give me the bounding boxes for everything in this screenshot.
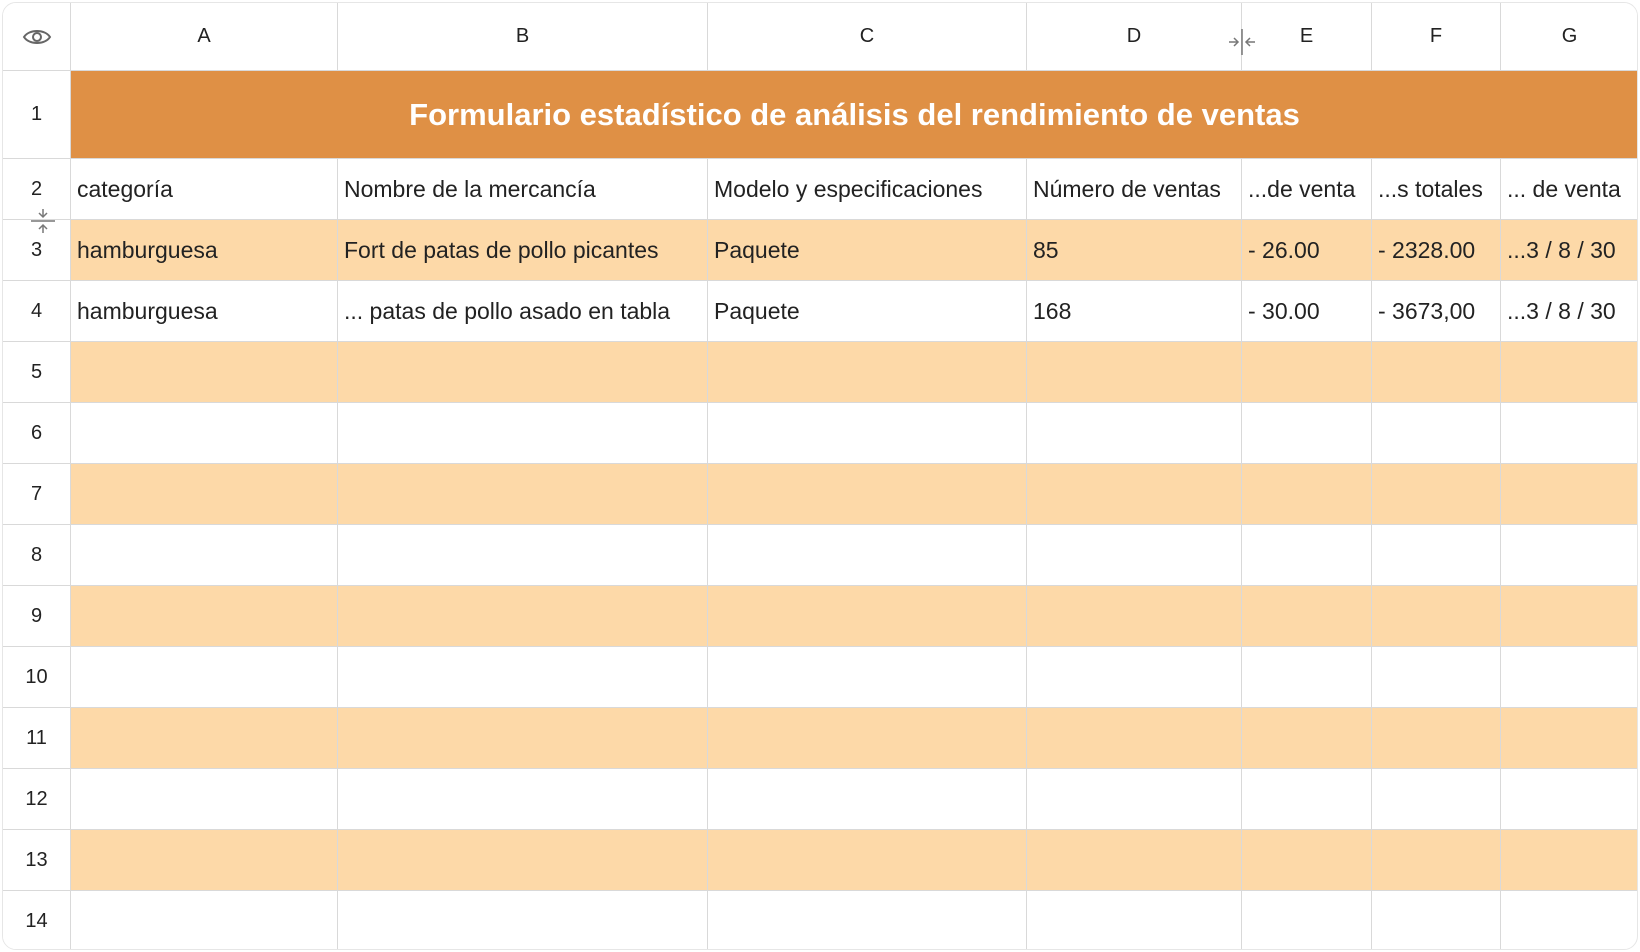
row-header-7[interactable]: 7	[3, 464, 71, 525]
header-cell-d[interactable]: Número de ventas	[1027, 159, 1242, 220]
empty-cell[interactable]	[708, 342, 1027, 403]
empty-cell[interactable]	[338, 647, 708, 708]
header-cell-e[interactable]: ...de venta	[1242, 159, 1372, 220]
empty-cell[interactable]	[1501, 464, 1638, 525]
row-header-8[interactable]: 8	[3, 525, 71, 586]
empty-cell[interactable]	[1501, 647, 1638, 708]
empty-cell[interactable]	[1501, 403, 1638, 464]
empty-cell[interactable]	[708, 403, 1027, 464]
cell-g4[interactable]: ...3 / 8 / 30	[1501, 281, 1638, 342]
empty-cell[interactable]	[338, 891, 708, 950]
empty-cell[interactable]	[338, 769, 708, 830]
column-header-a[interactable]: A	[71, 3, 338, 71]
empty-cell[interactable]	[1242, 586, 1372, 647]
row-header-3[interactable]: 3	[3, 220, 71, 281]
spreadsheet-grid	[3, 3, 1638, 950]
column-header-f[interactable]: F	[1372, 3, 1501, 71]
empty-cell[interactable]	[1027, 708, 1242, 769]
empty-cell[interactable]	[1027, 586, 1242, 647]
cell-a3[interactable]: hamburguesa	[71, 220, 338, 281]
empty-cell[interactable]	[71, 647, 338, 708]
empty-cell[interactable]	[708, 708, 1027, 769]
empty-cell[interactable]	[708, 769, 1027, 830]
header-cell-a[interactable]: categoría	[71, 159, 338, 220]
empty-cell[interactable]	[1242, 464, 1372, 525]
empty-cell[interactable]	[71, 769, 338, 830]
cell-e4[interactable]: - 30.00	[1242, 281, 1372, 342]
empty-cell[interactable]	[1242, 769, 1372, 830]
row-header-4[interactable]: 4	[3, 281, 71, 342]
empty-cell[interactable]	[708, 586, 1027, 647]
empty-cell[interactable]	[1242, 403, 1372, 464]
column-resize-icon[interactable]	[1227, 27, 1257, 57]
empty-cell[interactable]	[1372, 464, 1501, 525]
empty-cell[interactable]	[71, 342, 338, 403]
empty-cell[interactable]	[338, 342, 708, 403]
empty-cell[interactable]	[338, 525, 708, 586]
cell-b3[interactable]: Fort de patas de pollo picantes	[338, 220, 708, 281]
select-all-corner[interactable]	[3, 3, 71, 71]
header-cell-b[interactable]: Nombre de la mercancía	[338, 159, 708, 220]
empty-cell[interactable]	[71, 586, 338, 647]
empty-cell[interactable]	[708, 830, 1027, 891]
cell-a4[interactable]: hamburguesa	[71, 281, 338, 342]
header-cell-f[interactable]: ...s totales	[1372, 159, 1501, 220]
empty-cell[interactable]	[1027, 525, 1242, 586]
eye-icon[interactable]	[22, 27, 52, 47]
empty-cell[interactable]	[1501, 891, 1638, 950]
empty-cell[interactable]	[1242, 891, 1372, 950]
empty-cell[interactable]	[71, 830, 338, 891]
spreadsheet-frame	[2, 2, 1638, 950]
column-header-g[interactable]: G	[1501, 3, 1638, 71]
row-header-14[interactable]: 14	[3, 891, 71, 950]
empty-cell[interactable]	[338, 708, 708, 769]
row-header-2[interactable]: 2	[3, 159, 71, 220]
cell-b4[interactable]: ... patas de pollo asado en tabla	[338, 281, 708, 342]
empty-cell[interactable]	[71, 891, 338, 950]
empty-cell[interactable]	[708, 464, 1027, 525]
empty-cell[interactable]	[1027, 769, 1242, 830]
empty-cell[interactable]	[338, 403, 708, 464]
cell-g3[interactable]: ...3 / 8 / 30	[1501, 220, 1638, 281]
empty-cell[interactable]	[1501, 342, 1638, 403]
row-header-6[interactable]: 6	[3, 403, 71, 464]
row-header-1[interactable]: 1	[3, 71, 71, 159]
empty-cell[interactable]	[1027, 830, 1242, 891]
empty-cell[interactable]	[1242, 830, 1372, 891]
empty-cell[interactable]	[1372, 769, 1501, 830]
empty-cell[interactable]	[1372, 708, 1501, 769]
empty-cell[interactable]	[1372, 525, 1501, 586]
empty-cell[interactable]	[1501, 830, 1638, 891]
column-header-c[interactable]: C	[708, 3, 1027, 71]
empty-cell[interactable]	[1027, 891, 1242, 950]
empty-cell[interactable]	[1501, 525, 1638, 586]
header-cell-g[interactable]: ... de venta	[1501, 159, 1638, 220]
cell-e3[interactable]: - 26.00	[1242, 220, 1372, 281]
empty-cell[interactable]	[1372, 647, 1501, 708]
empty-cell[interactable]	[1372, 586, 1501, 647]
empty-cell[interactable]	[1372, 342, 1501, 403]
empty-cell[interactable]	[1372, 830, 1501, 891]
empty-cell[interactable]	[338, 586, 708, 647]
empty-cell[interactable]	[1242, 342, 1372, 403]
column-header-d[interactable]: D	[1027, 3, 1242, 71]
row-header-11[interactable]: 11	[3, 708, 71, 769]
column-header-e[interactable]: E	[1242, 3, 1372, 71]
empty-cell[interactable]	[1027, 464, 1242, 525]
empty-cell[interactable]	[1027, 647, 1242, 708]
empty-cell[interactable]	[71, 708, 338, 769]
cell-f3[interactable]: - 2328.00	[1372, 220, 1501, 281]
empty-cell[interactable]	[71, 525, 338, 586]
row-header-12[interactable]: 12	[3, 769, 71, 830]
empty-cell[interactable]	[708, 525, 1027, 586]
empty-cell[interactable]	[708, 647, 1027, 708]
empty-cell[interactable]	[1242, 647, 1372, 708]
row-resize-icon[interactable]	[29, 207, 57, 235]
cell-d4[interactable]: 168	[1027, 281, 1242, 342]
empty-cell[interactable]	[1027, 342, 1242, 403]
empty-cell[interactable]	[71, 464, 338, 525]
empty-cell[interactable]	[338, 464, 708, 525]
empty-cell[interactable]	[1501, 708, 1638, 769]
sheet-title[interactable]: Formulario estadístico de análisis del rendimiento de ventas	[71, 71, 1638, 159]
empty-cell[interactable]	[71, 403, 338, 464]
empty-cell[interactable]	[1372, 891, 1501, 950]
cell-c3[interactable]: Paquete	[708, 220, 1027, 281]
row-header-13[interactable]: 13	[3, 830, 71, 891]
empty-cell[interactable]	[708, 891, 1027, 950]
empty-cell[interactable]	[1242, 525, 1372, 586]
empty-cell[interactable]	[1242, 708, 1372, 769]
row-header-9[interactable]: 9	[3, 586, 71, 647]
empty-cell[interactable]	[1372, 403, 1501, 464]
empty-cell[interactable]	[1501, 769, 1638, 830]
row-header-10[interactable]: 10	[3, 647, 71, 708]
cell-f4[interactable]: - 3673,00	[1372, 281, 1501, 342]
row-header-5[interactable]: 5	[3, 342, 71, 403]
empty-cell[interactable]	[338, 830, 708, 891]
cell-c4[interactable]: Paquete	[708, 281, 1027, 342]
header-cell-c[interactable]: Modelo y especificaciones	[708, 159, 1027, 220]
cell-d3[interactable]: 85	[1027, 220, 1242, 281]
empty-cell[interactable]	[1501, 586, 1638, 647]
empty-cell[interactable]	[1027, 403, 1242, 464]
column-header-b[interactable]: B	[338, 3, 708, 71]
